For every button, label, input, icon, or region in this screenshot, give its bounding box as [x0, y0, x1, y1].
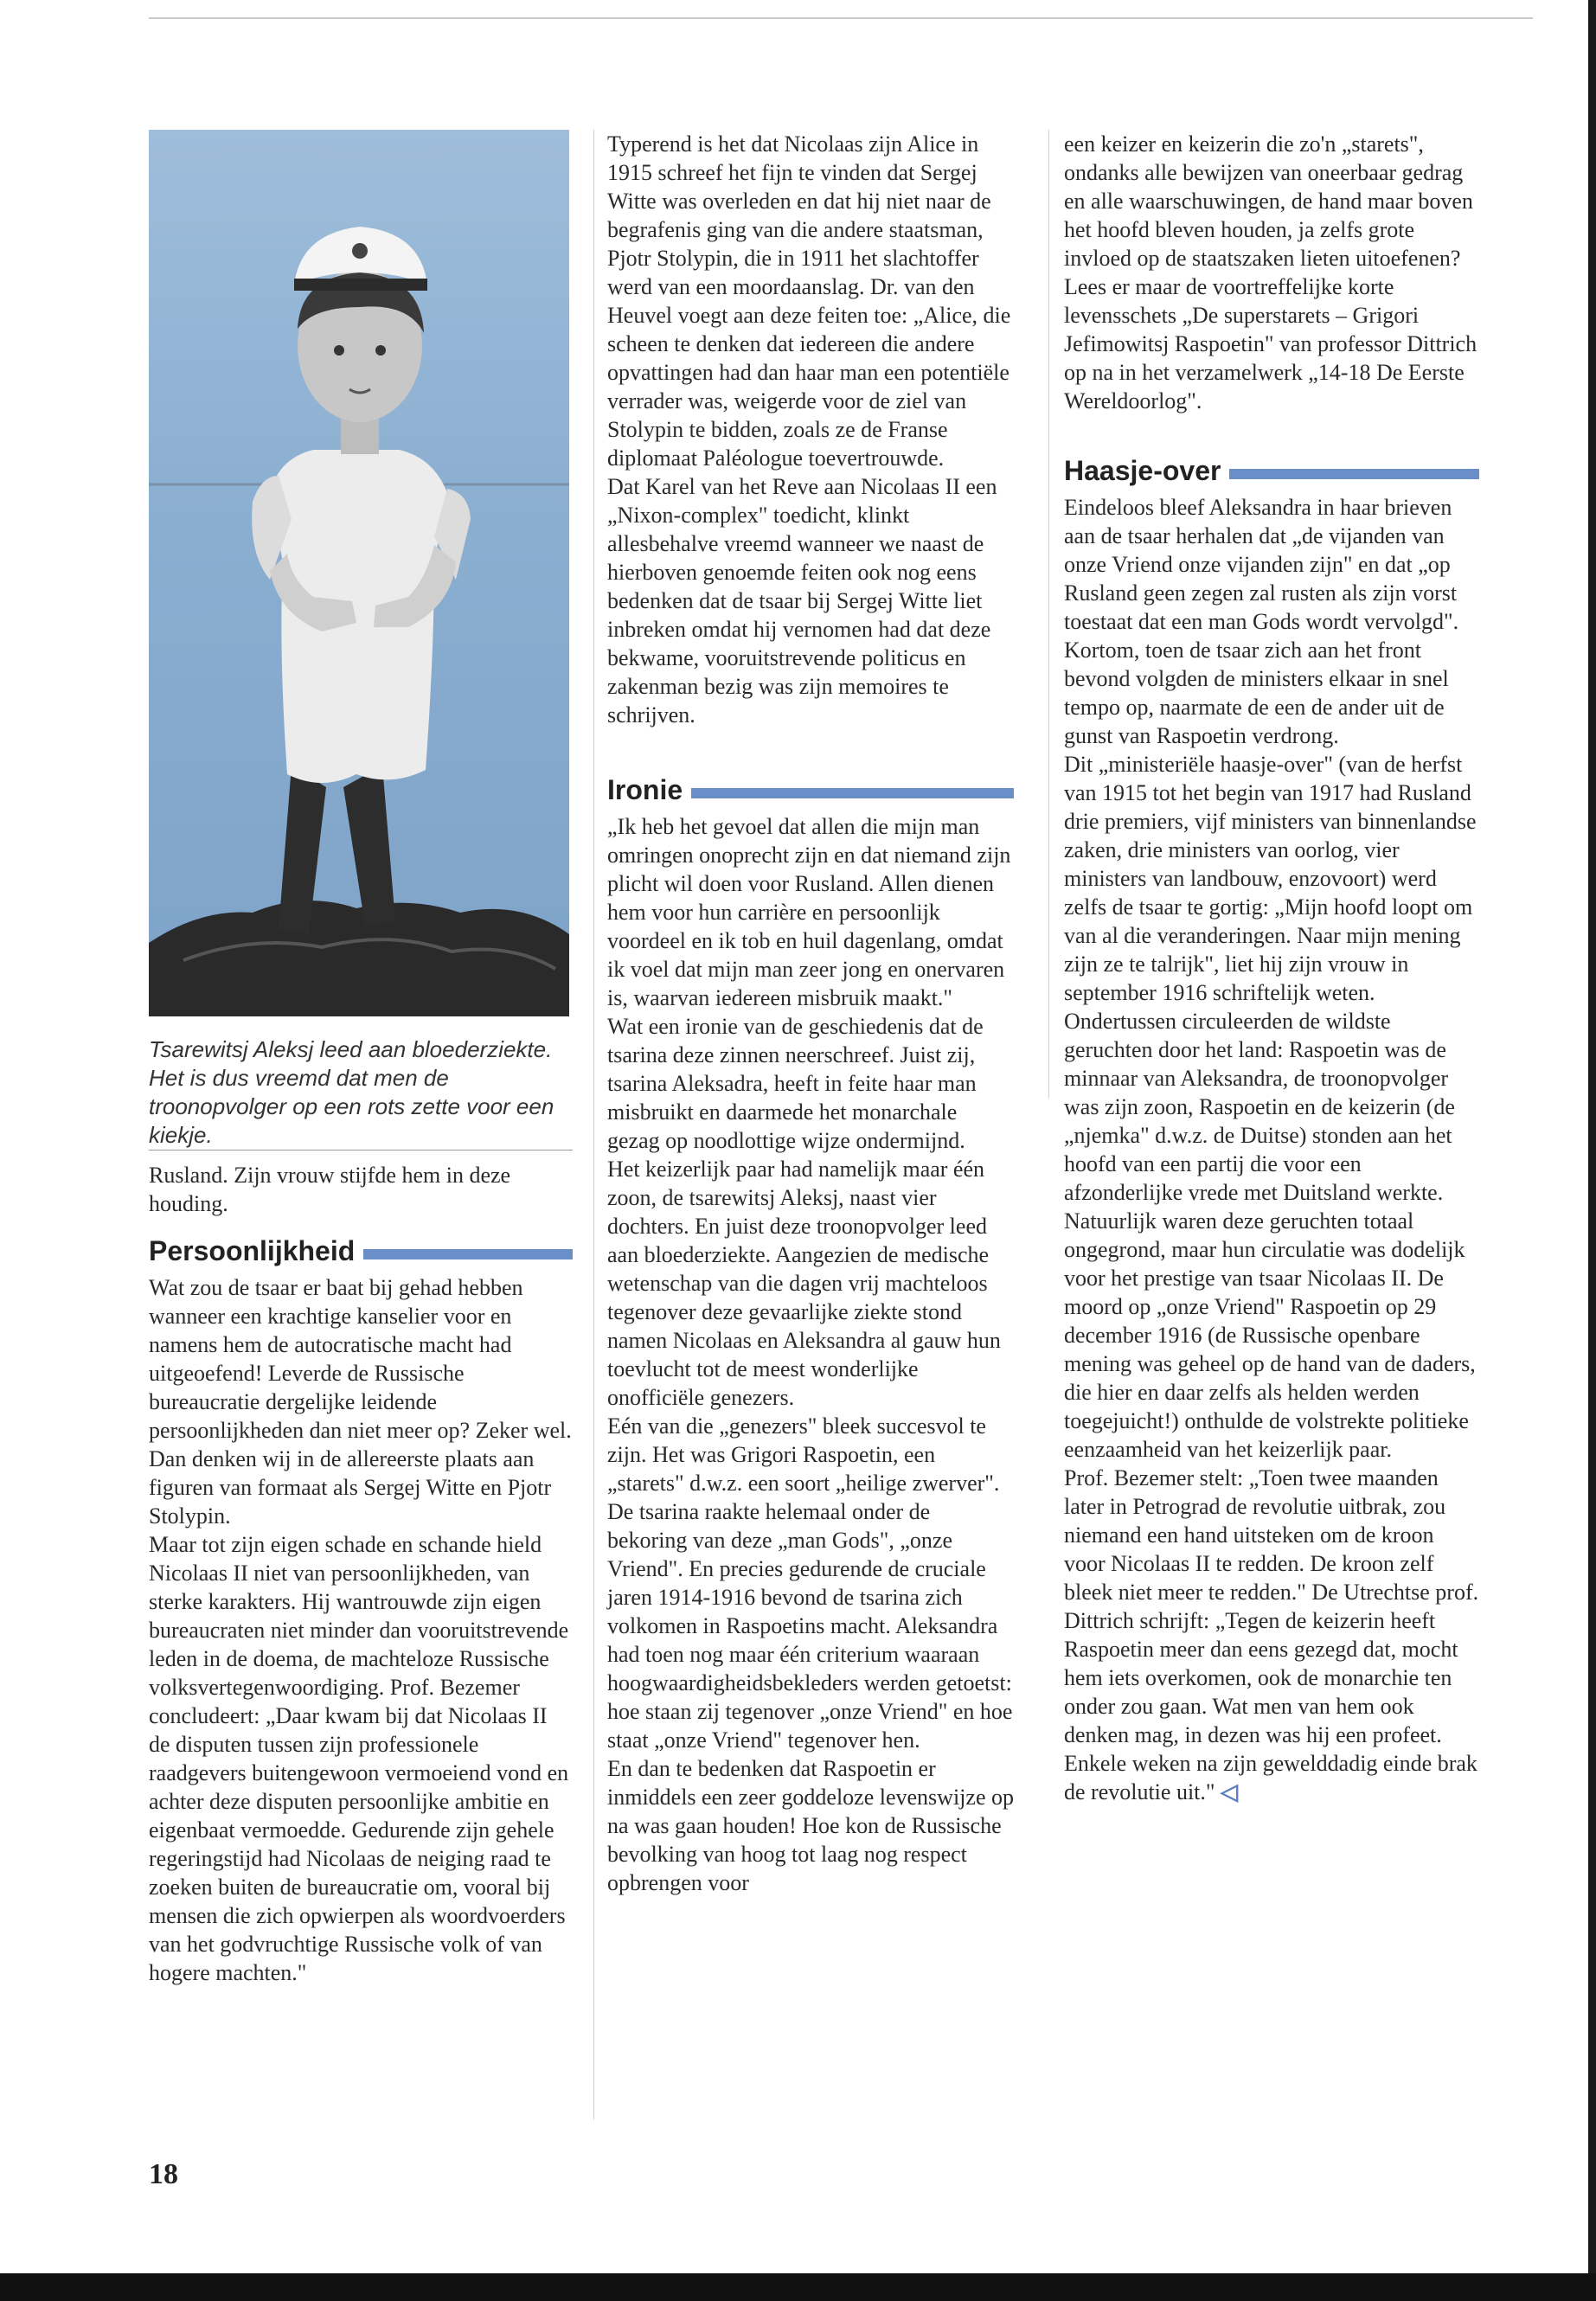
end-of-article-icon: ◁ — [1221, 1779, 1239, 1804]
paragraph: Het keizerlijk paar had namelijk maar één zoon, de tsarewitsj Aleksj, naast vier dochters. En juist deze troonopvolger leed aan bloederziekte. Aangezien de medische wetenschap van die dagen vrij machteloos tegenover deze gevaarlijke ziekte stond namen Nicolaas en Aleksandra al gauw hun toevlucht tot de meest wonderlijke onofficiële genezers. — [607, 1157, 1001, 1410]
paragraph: „Ik heb het gevoel dat allen die mijn man omringen onoprecht zijn en dat niemand zijn plicht wil doen voor Rusland. Allen dienen hem voor hun carrière en persoonlijk voordeel en ik tob en huil dagenlang, omdat ik voel dat mijn man zeer jong en onervaren is, waarvan iedereen misbruik maakt." — [607, 814, 1011, 1010]
column-separator — [593, 130, 594, 2119]
column-1 — [149, 130, 573, 1987]
column-2 — [607, 130, 1014, 1897]
photo-caption: Tsarewitsj Aleksj leed aan bloederziekte. Het is dus vreemd dat men de troonopvolger op een rots zette voor een kiekje. — [149, 1036, 554, 1148]
paragraph — [1064, 1464, 1479, 1806]
paragraph: Eindeloos bleef Aleksandra in haar brieven aan de tsaar herhalen dat „de vijanden van onze Vriend onze vijanden zijn" en dat „op Rusland geen zegen zal rusten als zijn vorst toestaat dat een man Gods wordt vervolgd". Kortom, toen de tsaar zich aan het front bevond volgden de ministers elkaar in snel tempo op, naarmate de een de ander uit de gunst van Raspoetin verdrong. — [1064, 495, 1459, 748]
bottom-edge — [0, 2273, 1596, 2301]
paragraph: Ondertussen circuleerden de wildste geruchten door het land: Raspoetin was de minnaar van Aleksandra, de troonopvolger was zijn zoon, Raspoetin en de keizerin (de „njemka" d.w.z. de Duitse) stonden aan het hoofd van een partij die voor een afzonderlijke vrede met Duitsland werkte. Natuurlijk waren deze geruchten totaal ongegrond, maar hun circulatie was dodelijk voor het prestige van tsaar Nicolaas II. De moord op „onze Vriend" Raspoetin op 29 december 1916 (de Russische openbare mening was geheel op de hand van de daders, die hier en daar zelfs als helden werden toegejuicht!) onthulde de volstrekte politieke eenzaamheid van het keizerlijk paar. — [1064, 1009, 1476, 1462]
column-separator — [1048, 130, 1049, 1099]
photo-child-on-rock — [149, 130, 569, 1016]
heading-accent-bar — [691, 788, 1014, 798]
column-3 — [1064, 130, 1479, 1806]
paragraph: Wat een ironie van de geschiedenis dat de tsarina deze zinnen neerschreef. Juist zij, tsarina Aleksadra, heeft in feite haar man misbruikt en daarmede het monarchale gezag op noodlottige wijze ondermijnd. — [607, 1014, 984, 1153]
paragraph: Maar tot zijn eigen schade en schande hield Nicolaas II niet van persoonlijkheden, van sterke karakters. Hij wantrouwde zijn eigen bureaucraten niet minder dan vooruitstrevende leden in de doema, de machteloze Russische volksvertegenwoordiging. Prof. Bezemer concludeert: „Daar kwam bij dat Nicolaas II de disputen tussen zijn professionele raadgevers buitengewoon vermoeiend vond en achter deze disputen persoonlijke ambitie en eigenbaat vermoedde. Gedurende zijn gehele regeringstijd had Nicolaas de neiging raad te zoeken buiten de bureaucratie om, vooral bij mensen die zich opwierpen als woordvoerders van het godvruchtige Russische volk of van hogere machten." — [149, 1532, 569, 1985]
column-1-intro: Rusland. Zijn vrouw stijfde hem in deze houding. — [149, 1163, 511, 1216]
paragraph: Typerend is het dat Nicolaas zijn Alice in 1915 schreef het fijn te vinden dat Sergej Witte was overleden en dat hij niet naar de begrafenis ging van die andere staatsman, Pjotr Stolypin, die in 1911 het slachtoffer werd van een moordaanslag. Dr. van den Heuvel voegt aan deze feiten toe: „Alice, die scheen te denken dat iedereen die andere opvattingen had dan haar man een potentiële verrader was, weigerde voor de ziel van Stolypin te bidden, zoals ze de Franse diplomaat Paléologue toevertrouwde. — [607, 131, 1011, 471]
heading-ironie — [607, 772, 1014, 807]
heading-text: Ironie — [607, 774, 683, 805]
photo-illustration — [149, 130, 569, 1016]
paragraph: Wat zou de tsaar er baat bij gehad hebben wanneer een krachtige kanselier voor en namens hem de autocratische macht had uitgeoefend! Leverde de Russische bureaucratie dergelijke leidende persoonlijkheden dan niet meer op? Zeker wel. Dan denken wij in de allereerste plaats aan figuren van formaat als Sergej Witte en Pjotr Stolypin. — [149, 1275, 572, 1529]
paragraph: Eén van die „genezers" bleek succesvol te zijn. Het was Grigori Raspoetin, een „starets" d.w.z. een soort „heilige zwerver". De tsarina raakte helemaal onder de bekoring van deze „man Gods", „onze Vriend". En precies gedurende de cruciale jaren 1914-1916 bevond de tsarina zich volkomen in Raspoetins macht. Aleksandra had toen nog maar één criterium waaraan hoogwaardigheidsbekleders werden getoetst: hoe staan zij tegenover „onze Vriend" en hoe staat „onze Vriend" tegenover hen. — [607, 1413, 1013, 1753]
page-number: 18 — [149, 2158, 178, 2190]
heading-haasje-over — [1064, 453, 1479, 488]
paragraph: Dat Karel van het Reve aan Nicolaas II een „Nixon-complex" toedicht, klinkt allesbehalve vreemd wanneer we naast de hierboven genoemde feiten ook nog eens bedenken dat de tsaar bij Sergej Witte liet inbreken omdat hij vernomen had dat deze bekwame, vooruitstrevende politicus en zakenman bezig was zijn memoires te schrijven. — [607, 474, 997, 727]
top-rule — [149, 17, 1533, 19]
paragraph: Dit „ministeriële haasje-over" (van de herfst van 1915 tot het begin van 1917 had Rusland drie premiers, vijf ministers van binnenlandse zaken, drie ministers van oorlog, vier ministers van landbouw, enzovoort) werd zelfs de tsaar te gortig: „Mijn hoofd loopt om van al die veranderingen. Naar mijn mening zijn ze te talrijk", liet hij zijn vrouw in september 1916 schriftelijk weten. — [1064, 752, 1477, 1005]
paragraph: En dan te bedenken dat Raspoetin er inmiddels een zeer goddeloze levenswijze op na was gaan houden! Hoe kon de Russische bevolking van hoog tot laag nog respect opbrengen voor — [607, 1756, 1014, 1895]
heading-accent-bar — [363, 1249, 573, 1259]
page-edge — [1588, 0, 1596, 2301]
heading-text: Persoonlijkheid — [149, 1235, 356, 1266]
heading-persoonlijkheid — [149, 1234, 573, 1268]
heading-accent-bar — [1229, 469, 1479, 479]
heading-text: Haasje-over — [1064, 455, 1221, 486]
paragraph-text: Prof. Bezemer stelt: „Toen twee maanden later in Petrograd de revolutie uitbrak, zou niemand een hand uitsteken om de kroon voor Nicolaas II te redden. De kroon zelf bleek niet meer te redden." De Utrechtse prof. Dittrich schrijft: „Tegen de keizerin heeft Raspoetin meer dan eens gezegd dat, mocht hem iets overkomen, ook de monarchie ten onder zou gaan. Wat men van hem ook denken mag, in dezen was hij een profeet. Enkele weken na zijn gewelddadig einde brak de revolutie uit." — [1064, 1465, 1479, 1804]
paragraph: een keizer en keizerin die zo'n „starets", ondanks alle bewijzen van oneerbaar gedrag en alle waarschuwingen, de hand maar boven het hoofd bleven houden, ja zelfs grote invloed op de staatszaken lieten uitoefenen? Lees er maar de voortreffelijke korte levensschets „De superstarets – Grigori Jefimowitsj Raspoetin" van professor Dittrich op na in het verzamelwerk „14-18 De Eerste Wereldoorlog". — [1064, 131, 1477, 413]
